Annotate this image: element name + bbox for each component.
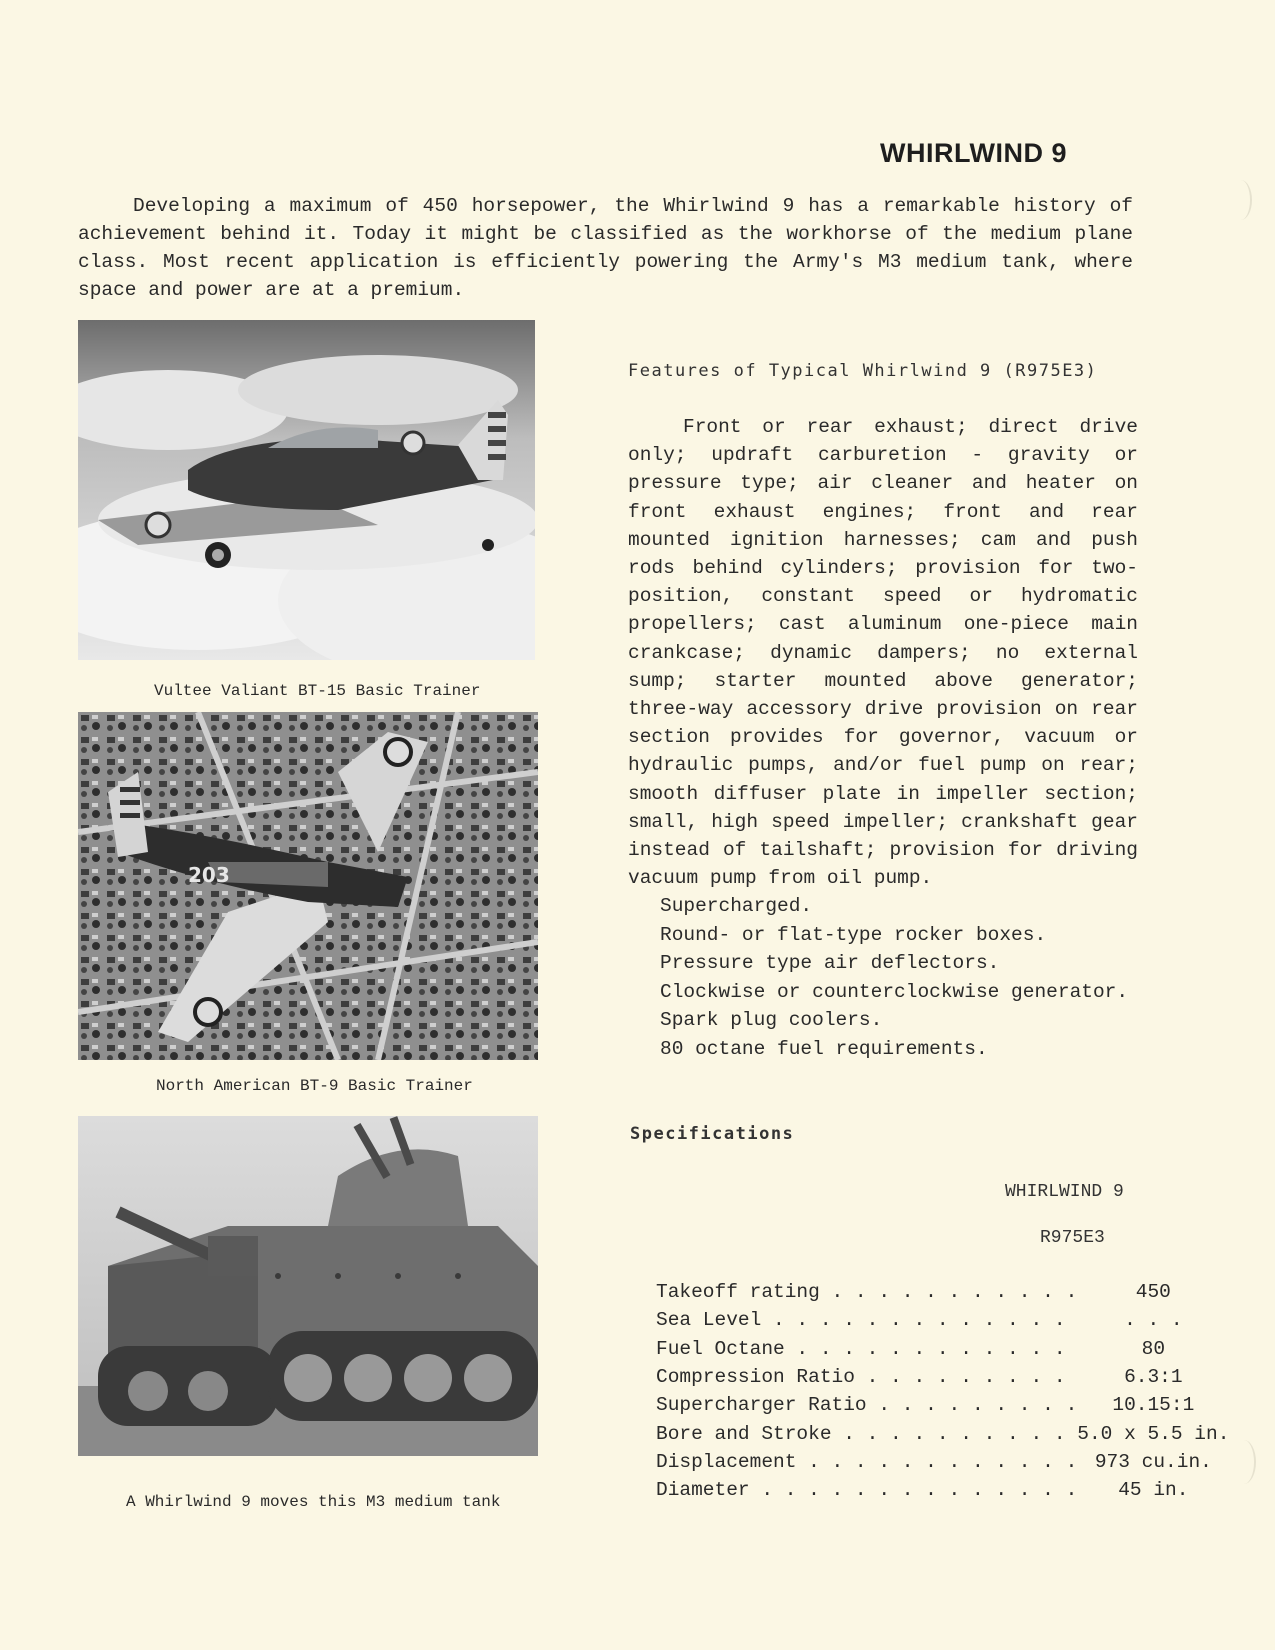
table-row: [656, 1391, 1229, 1419]
binder-hole-mark: [1232, 1440, 1256, 1484]
specifications-table: [656, 1278, 1229, 1504]
feature-list: [660, 892, 1128, 1063]
list-item: Round- or flat-type rocker boxes.: [660, 923, 1047, 946]
spec-label: Sea Level . . . . . . . . . . . . .: [656, 1309, 1066, 1332]
photo-caption: A Whirlwind 9 moves this M3 medium tank: [126, 1493, 501, 1511]
intro-paragraph: Developing a maximum of 450 horsepower, the Whirlwind 9 has a remarkable history of achievement behind it. Today it might be classified as the workhorse of the medium plane class. Most recent application is efficiently powering the Army's M3 medium tank, where space and power are at a premium.: [78, 195, 1133, 301]
airplane-clouds-image: [78, 320, 535, 660]
list-item: 80 octane fuel requirements.: [660, 1037, 988, 1060]
spec-label: Supercharger Ratio . . . . . . . . .: [656, 1394, 1078, 1417]
page-title: WHIRLWIND 9: [880, 138, 1067, 168]
spec-label: Displacement . . . . . . . . . . . .: [656, 1450, 1078, 1473]
m3-tank-image: [78, 1116, 538, 1456]
specifications-heading: Specifications: [630, 1124, 795, 1144]
spec-value: 6.3:1: [1124, 1366, 1183, 1389]
list-item: Clockwise or counterclockwise generator.: [660, 980, 1129, 1003]
table-row: [656, 1335, 1229, 1363]
table-row: [656, 1419, 1229, 1447]
table-row: [656, 1448, 1229, 1476]
spec-value: 450: [1135, 1281, 1171, 1304]
photo-caption: North American BT-9 Basic Trainer: [156, 1077, 473, 1095]
spec-value: . . .: [1124, 1309, 1183, 1332]
spec-value: 973 cu.in.: [1094, 1450, 1212, 1473]
airplane-town-image: [78, 712, 538, 1060]
list-item: Supercharged.: [660, 895, 813, 917]
aircraft-number: 203: [188, 863, 230, 887]
photo-m3-tank: [78, 1116, 538, 1456]
binder-hole-mark: [1230, 180, 1252, 220]
spec-label: Diameter . . . . . . . . . . . . . .: [656, 1479, 1078, 1502]
spec-value: 45 in.: [1118, 1479, 1189, 1502]
spec-label: Bore and Stroke . . . . . . . . . .: [656, 1422, 1066, 1445]
list-item: Pressure type air deflectors.: [660, 952, 1000, 974]
spec-value: 80: [1141, 1337, 1166, 1360]
spec-model-code: R975E3: [1040, 1228, 1105, 1248]
table-row: [656, 1306, 1229, 1334]
table-row: [656, 1363, 1229, 1391]
table-row: [656, 1476, 1229, 1504]
list-item: Spark plug coolers.: [660, 1009, 883, 1031]
spec-label: Takeoff rating . . . . . . . . . . .: [656, 1281, 1078, 1304]
spec-model-name: WHIRLWIND 9: [1005, 1182, 1124, 1202]
spec-label: Fuel Octane . . . . . . . . . . . .: [656, 1337, 1066, 1360]
spec-value: 5.0 x 5.5 in.: [1077, 1422, 1230, 1445]
photo-vultee-valiant: [78, 320, 535, 660]
features-paragraph: Front or rear exhaust; direct drive only; updraft carburetion - gravity or pressure type; air cleaner and heater on front exhaust engines; front and rear mounted ignition harnesses; cam and push rods behind cylinders; provision for two-position, constant speed or hydromatic propellers; cast aluminum one-piece main crankcase; dynamic dampers; no external sump; starter mounted above generator; three-way accessory drive provision on rear section provides for governor, vacuum or hydraulic pumps, and/or fuel pump on rear; smooth diffuser plate in impeller section; small, high speed impeller; crankshaft gear instead of tailshaft; provision for driving vacuum pump from oil pump.: [628, 416, 1138, 890]
features-heading: Features of Typical Whirlwind 9 (R975E3): [628, 361, 1098, 381]
table-row: [656, 1278, 1229, 1306]
photo-bt9-trainer: [78, 712, 538, 1060]
spec-value: 10.15:1: [1112, 1394, 1195, 1417]
spec-label: Compression Ratio . . . . . . . . .: [656, 1366, 1066, 1389]
photo-caption: Vultee Valiant BT-15 Basic Trainer: [154, 682, 481, 700]
